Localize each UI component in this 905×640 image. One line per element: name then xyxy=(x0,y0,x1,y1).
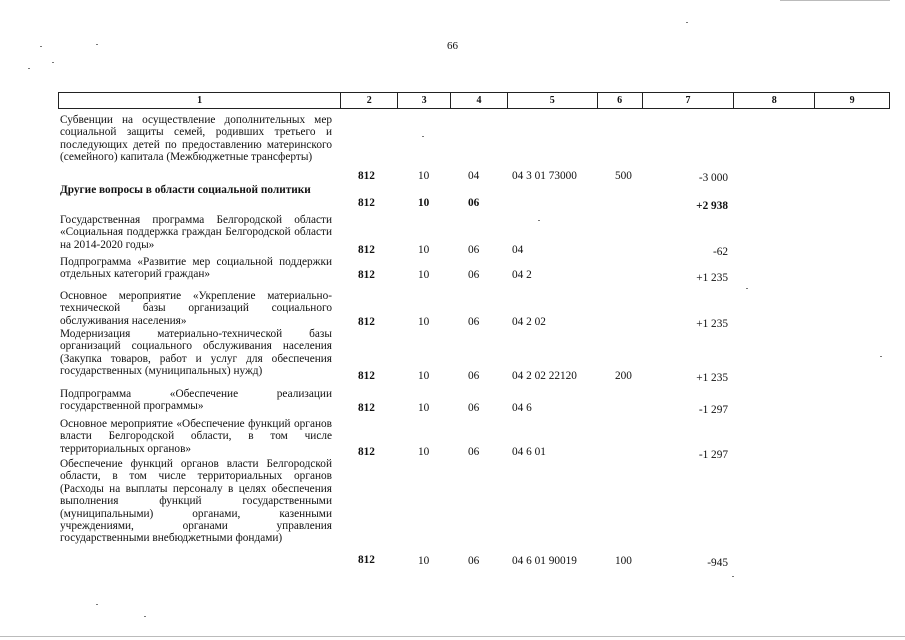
row-description: Субвенции на осуществление дополнительных мер социальной защиты семей, родивших третьего и последующих детей по предоставлению материнского (семейного) капитала (Межбюджетные трансферты) xyxy=(60,114,332,164)
row-vr: 200 xyxy=(615,370,632,382)
scan-speck xyxy=(28,68,30,69)
scan-speck xyxy=(144,616,146,617)
row-grbs: 812 xyxy=(358,244,375,256)
row-rz: 10 xyxy=(418,269,430,281)
row-csr: 04 2 02 22120 xyxy=(512,370,577,382)
row-grbs: 812 xyxy=(358,197,375,209)
table-row xyxy=(58,256,890,284)
row-sum: +1 235 xyxy=(696,272,728,284)
row-sum: -1 297 xyxy=(698,404,728,416)
page-number: 66 xyxy=(447,40,458,52)
row-rz: 10 xyxy=(418,244,430,256)
row-rz: 10 xyxy=(418,370,430,382)
header-col-5: 5 xyxy=(508,93,598,108)
scan-speck xyxy=(422,136,424,137)
row-description: Обеспечение функций органов власти Белгородской области, в том числе территориальных органов (Расходы на выплаты персоналу в целях обеспечения выполнения функций государственными (муниципальными) органами, казенными учреждениями, органами управления государственными внебюджетными фондами) xyxy=(60,458,332,545)
row-pr: 06 xyxy=(468,402,480,414)
scan-speck xyxy=(40,46,42,47)
row-csr: 04 3 01 73000 xyxy=(512,170,577,182)
row-rz: 10 xyxy=(418,170,430,182)
row-csr: 04 6 xyxy=(512,402,532,414)
header-col-1: 1 xyxy=(59,93,341,108)
scan-edge-line xyxy=(0,636,905,637)
row-csr: 04 2 xyxy=(512,269,532,281)
row-csr: 04 xyxy=(512,244,524,256)
row-pr: 06 xyxy=(468,197,480,209)
row-description: Подпрограмма «Развитие мер социальной поддержки отдельных категорий граждан» xyxy=(60,256,332,281)
row-grbs: 812 xyxy=(358,370,375,382)
row-rz: 10 xyxy=(418,197,430,209)
table-row xyxy=(58,388,890,416)
row-sum: -3 000 xyxy=(698,172,728,184)
scan-speck xyxy=(880,356,882,357)
row-description: Государственная программа Белгородской области «Социальная поддержка граждан Белгородской области на 2014-2020 годы» xyxy=(60,214,332,251)
scan-speck xyxy=(746,288,748,289)
table-row xyxy=(58,418,890,461)
scan-speck xyxy=(96,604,98,605)
header-col-9: 9 xyxy=(849,95,855,106)
header-col-4: 4 xyxy=(451,93,508,108)
row-description: Другие вопросы в области социальной политики xyxy=(60,184,311,196)
row-rz: 10 xyxy=(418,555,430,567)
header-col-3: 3 xyxy=(398,93,451,108)
table-row xyxy=(58,114,890,184)
scan-speck xyxy=(538,220,540,221)
row-vr: 500 xyxy=(615,170,632,182)
row-sum: -62 xyxy=(712,246,728,258)
table-row xyxy=(58,458,890,570)
row-grbs: 812 xyxy=(358,402,375,414)
scan-speck xyxy=(686,22,688,23)
row-rz: 10 xyxy=(418,446,430,458)
row-sum: -945 xyxy=(707,557,728,569)
row-grbs: 812 xyxy=(358,446,375,458)
row-sum: +2 938 xyxy=(696,200,728,212)
table-header xyxy=(58,92,890,109)
row-sum: +1 235 xyxy=(696,372,728,384)
header-col-2: 2 xyxy=(341,93,398,108)
row-grbs: 812 xyxy=(358,170,375,182)
row-pr: 06 xyxy=(468,316,480,328)
table-row xyxy=(58,214,890,258)
row-pr: 06 xyxy=(468,370,480,382)
row-grbs: 812 xyxy=(358,554,375,566)
row-pr: 06 xyxy=(468,244,480,256)
row-description: Подпрограмма «Обеспечение реализации государственной программы» xyxy=(60,388,332,413)
row-sum: -1 297 xyxy=(698,449,728,461)
table-row xyxy=(58,184,890,212)
scan-speck xyxy=(96,44,98,45)
row-pr: 06 xyxy=(468,555,480,567)
row-description: Модернизация материально-технической базы организаций социального обслуживания населения (Закупка товаров, работ и услуг для обеспечения государственных (муниципальных) нужд) xyxy=(60,328,332,378)
row-grbs: 812 xyxy=(358,316,375,328)
row-pr: 06 xyxy=(468,269,480,281)
row-pr: 04 xyxy=(468,170,480,182)
header-col-7: 7 xyxy=(643,93,735,108)
row-description: Основное мероприятие «Укрепление материально-технической базы организаций социального обслуживания населения» xyxy=(60,290,332,327)
row-csr: 04 6 01 90019 xyxy=(512,555,577,567)
row-pr: 06 xyxy=(468,446,480,458)
scan-speck xyxy=(52,62,54,63)
scan-speck xyxy=(732,576,734,577)
table-row xyxy=(58,290,890,330)
row-description: Основное мероприятие «Обеспечение функций органов власти Белгородской области, в том числе территориальных органов» xyxy=(60,418,332,455)
row-csr: 04 2 02 xyxy=(512,316,546,328)
row-vr: 100 xyxy=(615,555,632,567)
row-sum: +1 235 xyxy=(696,318,728,330)
header-col-6: 6 xyxy=(598,93,643,108)
row-grbs: 812 xyxy=(358,269,375,281)
row-rz: 10 xyxy=(418,402,430,414)
header-col-8: 8 xyxy=(734,93,815,108)
row-csr: 04 6 01 xyxy=(512,446,546,458)
row-rz: 10 xyxy=(418,316,430,328)
table-row xyxy=(58,328,890,386)
scan-edge-line xyxy=(780,0,890,1)
